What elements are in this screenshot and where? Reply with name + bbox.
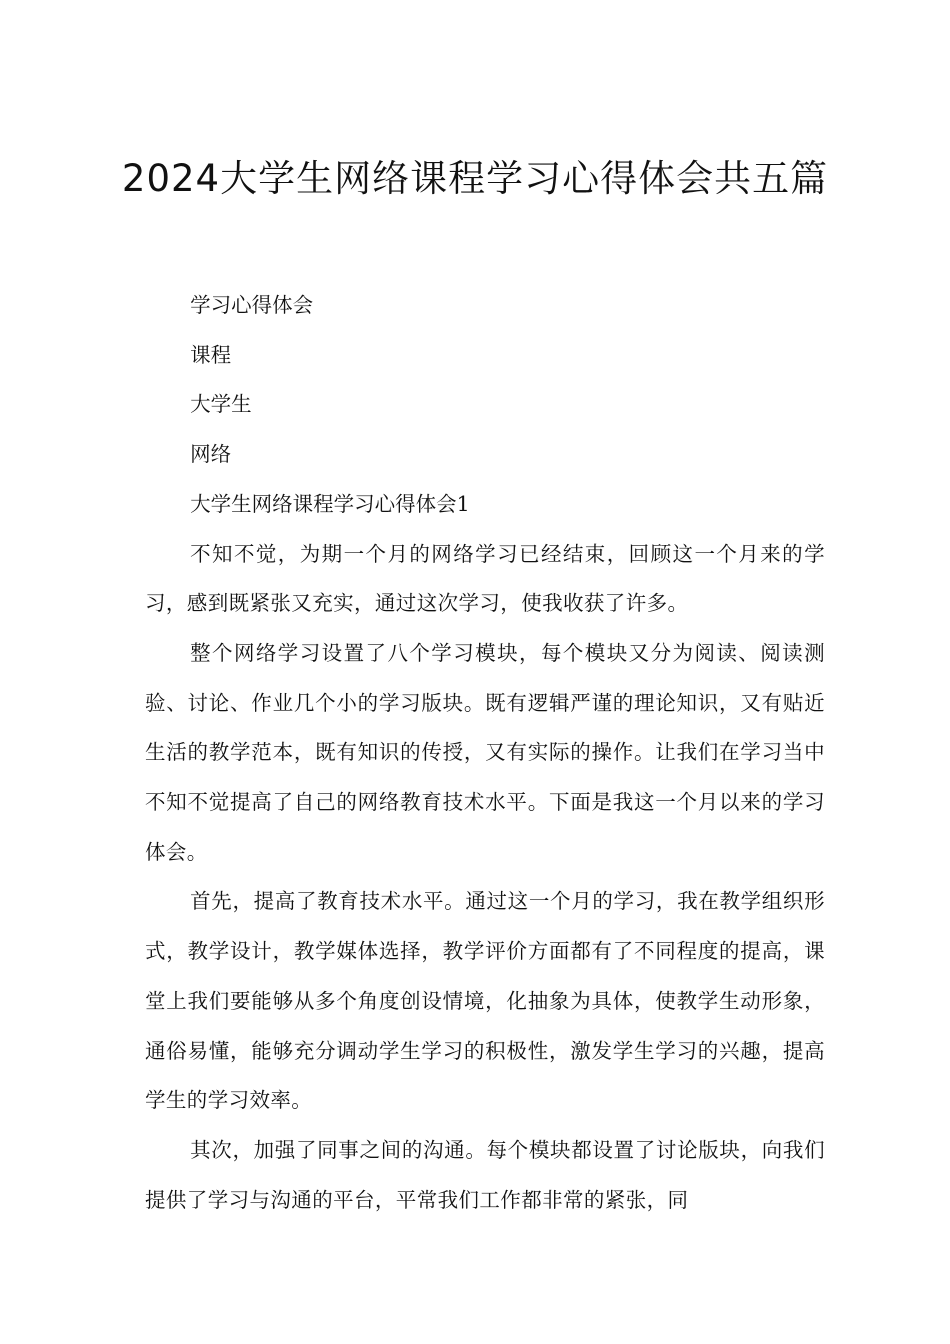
keyword-line: 学习心得体会 <box>190 293 314 317</box>
body-paragraph: 不知不觉，为期一个月的网络学习已经结束，回顾这一个月来的学习，感到既紧张又充实，通过这次学习，使我收获了许多。 <box>145 541 825 616</box>
body-paragraph: 整个网络学习设置了八个学习模块，每个模块又分为阅读、阅读测验、讨论、作业几个小的学习版块。既有逻辑严谨的理论知识，又有贴近生活的教学范本，既有知识的传授，又有实际的操作。让我们在学习当中不知不觉提高了自己的网络教育技术水平。下面是我这一个月以来的学习体会。 <box>145 640 825 864</box>
keyword-line: 大学生 <box>190 392 252 417</box>
document-title: 2024大学生网络课程学习心得体会共五篇 <box>121 156 829 200</box>
keyword-line: 网络 <box>190 442 232 467</box>
body-paragraph: 其次，加强了同事之间的沟通。每个模块都设置了讨论版块，向我们提供了学习与沟通的平台，平常我们工作都非常的紧张，同 <box>145 1137 825 1212</box>
keyword-line: 课程 <box>190 342 232 367</box>
section-heading: 大学生网络课程学习心得体会1 <box>190 491 470 516</box>
body-paragraph: 首先，提高了教育技术水平。通过这一个月的学习，我在教学组织形式，教学设计，教学媒体选择，教学评价方面都有了不同程度的提高，课堂上我们要能够从多个角度创设情境，化抽象为具体，使教学生动形象，通俗易懂，能够充分调动学生学习的积极性，激发学生学习的兴趣，提高学生的学习效率。 <box>145 889 825 1113</box>
document-body <box>145 281 825 1225</box>
